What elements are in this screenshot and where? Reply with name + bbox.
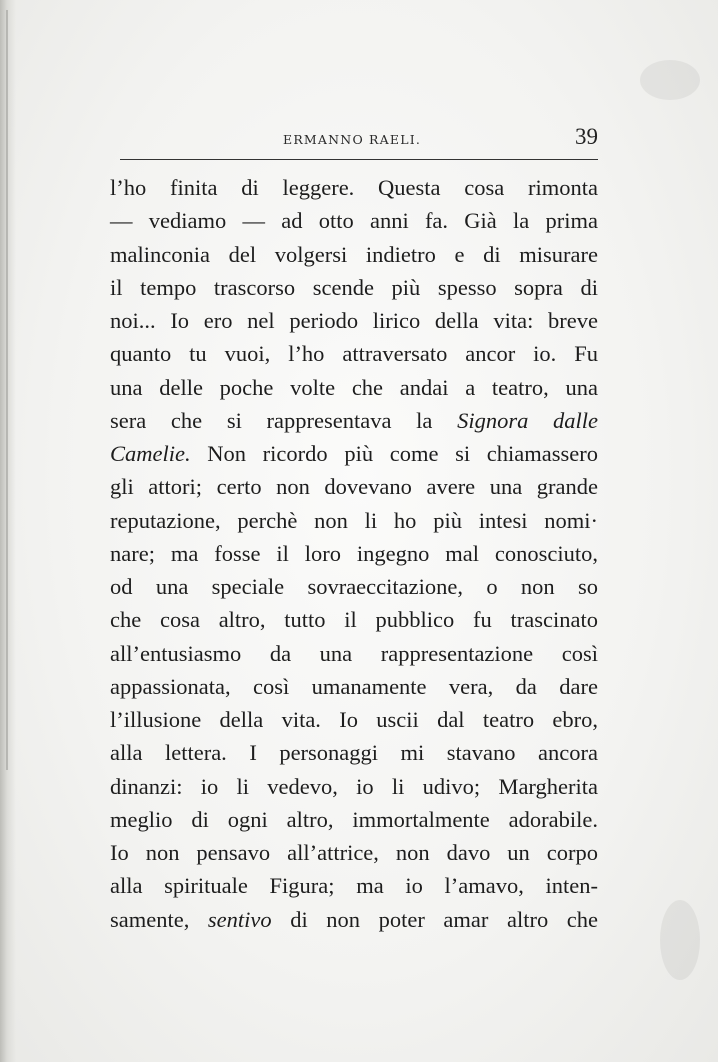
text-line [110,504,598,537]
text-segment: appassionata, così umanamente vera, da dare [110,673,598,699]
text-line [110,371,598,404]
text-segment: Non ricordo più come si chiamassero [190,441,598,466]
paper-stain [660,900,700,980]
text-segment: od una speciale sovraeccitazione, o non so [110,574,598,599]
text-segment: all’entusiasmo da una rappresentazione così [110,640,598,666]
text-line [110,337,598,370]
text-line [110,437,598,470]
paper-stain [640,60,700,100]
text-line [110,603,598,636]
text-line [110,703,598,736]
text-segment: alla spirituale Figura; ma io l’amavo, inten- [110,873,598,899]
binding-shadow [0,0,16,1062]
text-line [110,537,598,570]
text-line [110,803,598,836]
text-line [110,271,598,304]
text-line [110,903,598,936]
text-segment: nare; ma fosse il loro ingegno mal conosciuto, [110,540,598,566]
text-segment: meglio di ogni altro, immortalmente adorabile. [110,806,598,832]
text-segment: Io non pensavo all’attrice, non davo un corpo [110,840,598,865]
text-line [110,238,598,271]
text-segment: alla lettera. I personaggi mi stavano ancora [110,740,598,766]
text-line [110,869,598,902]
text-segment: reputazione, perchè non li ho più intesi nomi· [110,507,598,533]
italic-text: Camelie. [110,441,191,466]
italic-text: Signora dalle [457,407,598,433]
binding-crease [6,10,8,770]
text-segment: noi... Io ero nel periodo lirico della vita: breve [110,308,598,333]
text-segment: quanto tu vuoi, l’ho attraversato ancor io. Fu [110,341,598,367]
text-segment: che cosa altro, tutto il pubblico fu trascinato [110,607,598,633]
text-segment: il tempo trascorso scende più spesso sopra di [110,274,598,300]
text-segment: di non poter amar altro che [271,906,599,932]
text-line [110,670,598,703]
running-head [120,124,598,154]
text-line [110,171,598,204]
italic-text: sentivo [207,906,272,932]
running-head-title: ERMANNO RAELI. [283,132,422,147]
text-line [110,836,598,869]
text-line [110,304,598,337]
text-segment: samente, [110,906,208,932]
text-segment: gli attori; certo non dovevano avere una grande [110,474,598,500]
text-line [110,470,598,503]
text-line [110,637,598,670]
text-segment: sera che si rappresentava la [110,407,458,433]
text-segment: — vediamo — ad otto anni fa. Già la prima [110,208,598,234]
text-line [110,204,598,237]
text-line [110,736,598,769]
text-segment: dinanzi: io li vedevo, io li udivo; Margherita [110,773,598,799]
body-text [110,171,598,936]
text-segment: una delle poche volte che andai a teatro, una [110,374,598,400]
text-segment: l’ho finita di leggere. Questa cosa rimonta [110,175,598,200]
header-rule [120,159,598,160]
text-line [110,770,598,803]
page-number: 39 [575,124,598,149]
text-segment: malinconia del volgersi indietro e di misurare [110,241,598,267]
text-line [110,570,598,603]
text-line [110,404,598,437]
text-segment: l’illusione della vita. Io uscii dal teatro ebro, [110,707,598,732]
